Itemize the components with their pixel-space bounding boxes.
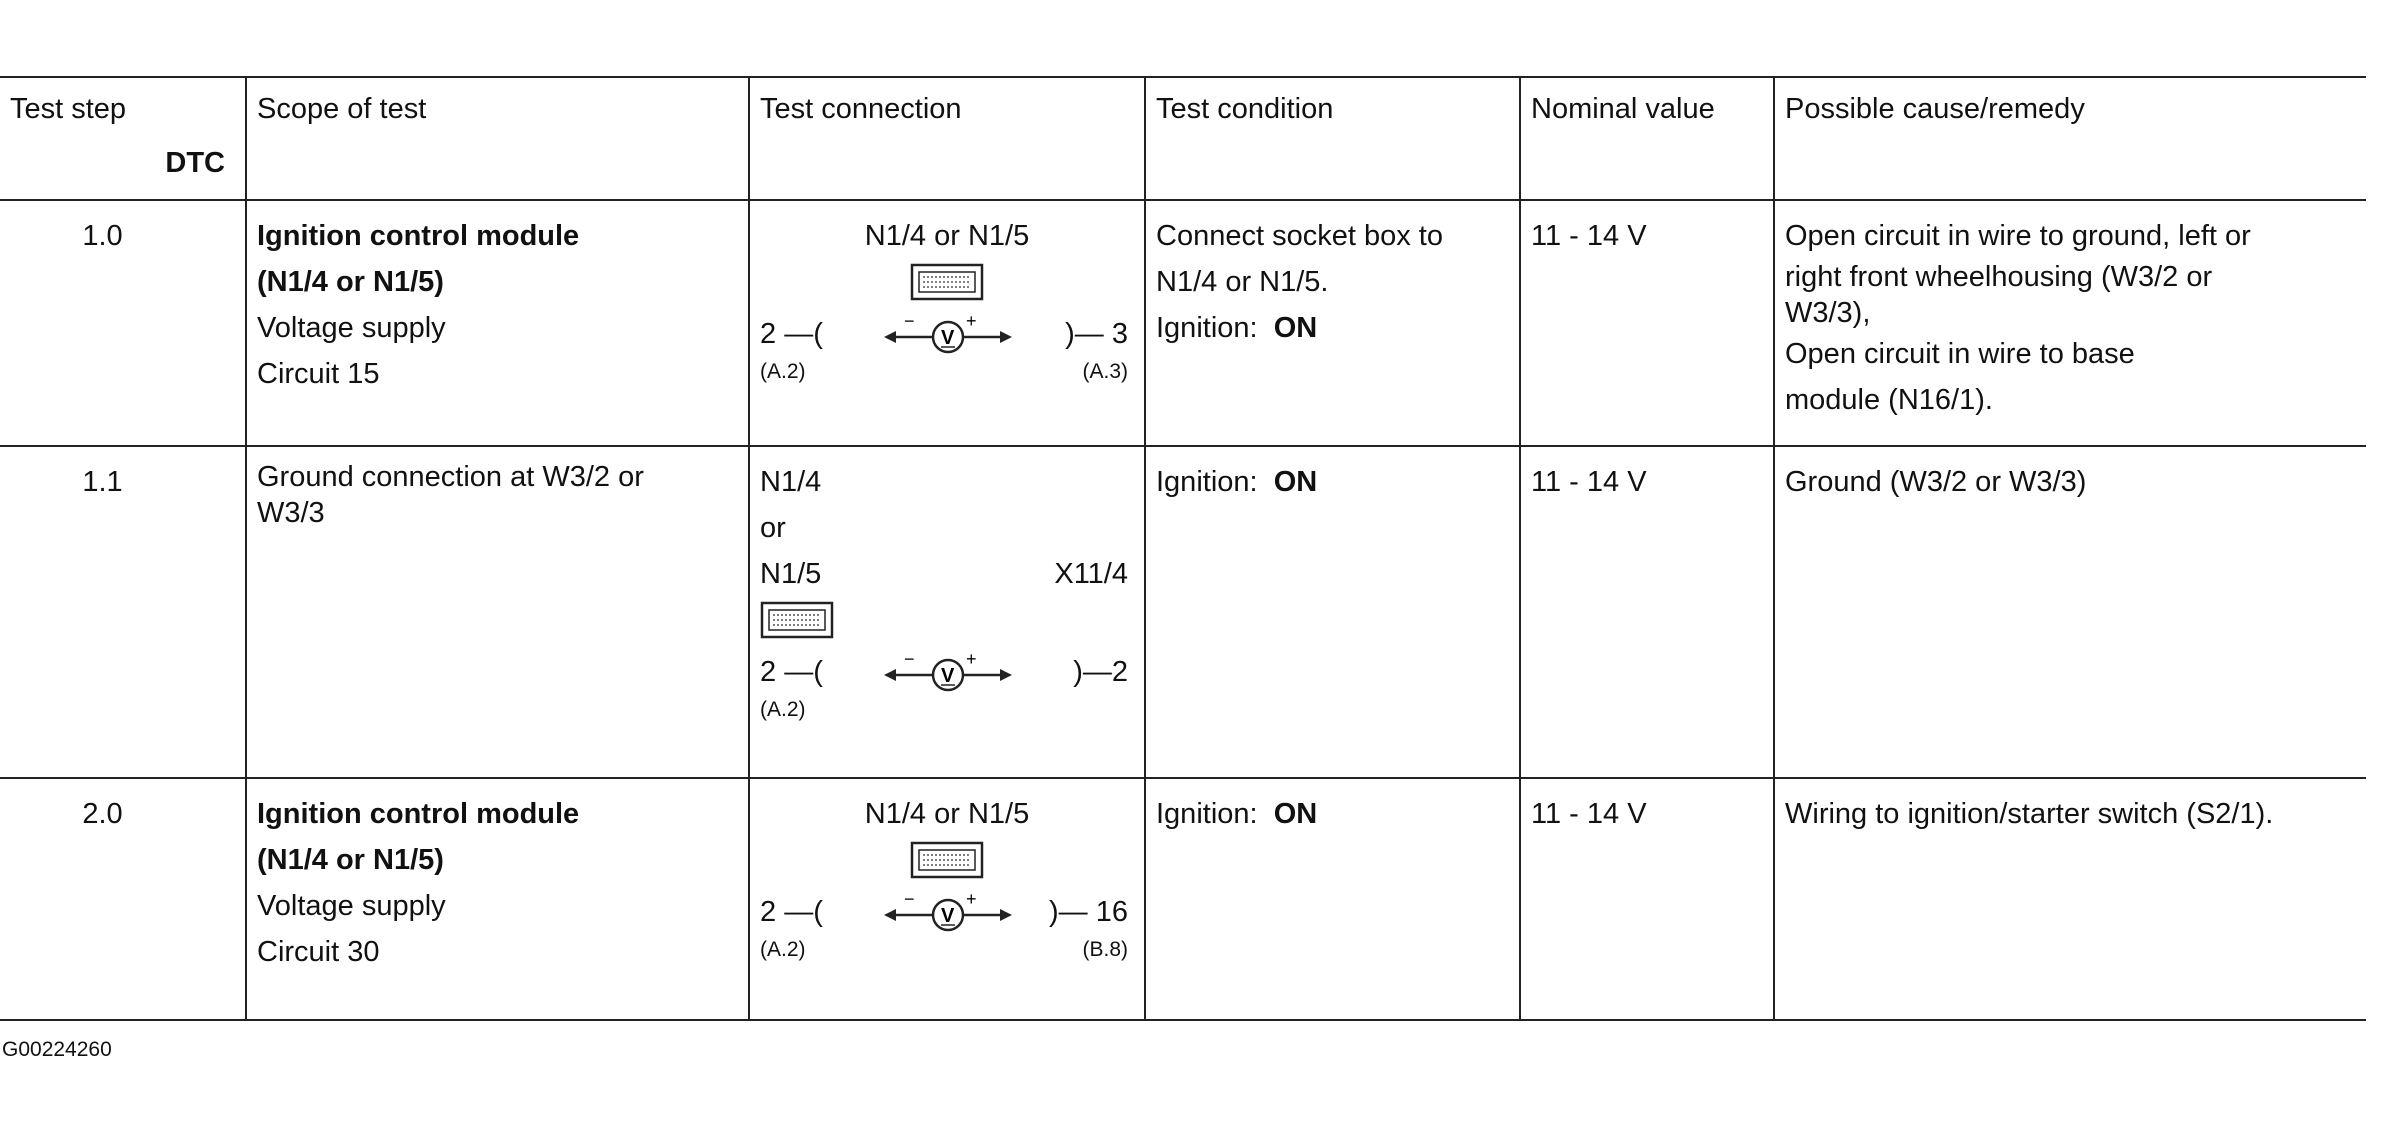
nominal-value: 11 - 14 V <box>1519 201 1773 445</box>
condition-value: ON <box>1273 312 1318 344</box>
condition-value: ON <box>1273 466 1318 498</box>
condition-cell <box>1144 447 1519 777</box>
header-connection: Test connection <box>748 78 1144 199</box>
svg-text:−: − <box>904 891 915 909</box>
remedy-line: Ground (W3/2 or W3/3) <box>1785 466 2087 498</box>
remedy-line: module (N16/1). <box>1785 384 1993 416</box>
probe-left-icon: ( <box>813 318 823 350</box>
table-row <box>0 201 2366 447</box>
remedy-line: Open circuit in wire to ground, left or <box>1785 220 2251 252</box>
scope-line: Circuit 15 <box>257 358 380 390</box>
nominal-value: 11 - 14 V <box>1519 779 1773 1019</box>
scope-bold-line: Ignition control module <box>257 220 580 252</box>
pin-labels <box>760 359 1134 387</box>
condition-ignition <box>1156 791 1509 837</box>
probe-left-icon: ( <box>813 656 823 688</box>
connection-cell <box>748 447 1144 777</box>
table-header-row <box>0 76 2366 201</box>
svg-text:+: + <box>966 651 977 669</box>
voltmeter-icon <box>882 313 1022 357</box>
pin-labels <box>760 937 1134 965</box>
remedy-line: Wiring to ignition/starter switch (S2/1). <box>1785 798 2274 830</box>
condition-cell <box>1144 779 1519 1019</box>
pin-left-group: 2 —( <box>760 318 823 350</box>
pin-left-number: 2 <box>760 318 777 350</box>
voltmeter-icon <box>882 651 1022 695</box>
socket-box-icon <box>910 841 984 879</box>
pin-left-group: 2 —( <box>760 896 823 928</box>
table-row <box>0 779 2366 1021</box>
connection-cell <box>748 779 1144 1019</box>
probe-right-icon: ) <box>1073 656 1083 688</box>
pin-right-number: 2 <box>1111 656 1128 688</box>
connection-line: N1/4 <box>760 466 822 498</box>
probe-right-icon: ) <box>1049 896 1059 928</box>
table-row <box>0 447 2366 779</box>
header-nominal: Nominal value <box>1519 78 1773 199</box>
svg-text:V: V <box>941 665 955 687</box>
header-dtc-label: DTC <box>165 147 225 179</box>
scope-cell <box>245 201 748 445</box>
svg-text:−: − <box>904 313 915 331</box>
header-condition: Test condition <box>1144 78 1519 199</box>
pin-right-group: )—2 <box>1073 656 1128 688</box>
connection-left: N1/5 <box>760 558 822 590</box>
remedy-line: right front wheelhousing (W3/2 or <box>1785 261 2213 293</box>
nominal-value: 11 - 14 V <box>1519 447 1773 777</box>
probe-right-icon: ) <box>1065 318 1075 350</box>
header-test-step <box>0 78 245 199</box>
pin-left-number: 2 <box>760 896 777 928</box>
step-number: 1.0 <box>82 220 123 252</box>
figure-code: G00224260 <box>2 1038 112 1061</box>
remedy-cell <box>1773 779 2366 1019</box>
scope-line: Voltage supply <box>257 312 446 344</box>
pin-right-label: (B.8) <box>1082 938 1128 961</box>
condition-ignition <box>1156 459 1509 505</box>
condition-ignition <box>1156 305 1509 351</box>
scope-bold-line: Ignition control module <box>257 798 580 830</box>
scope-cell <box>245 779 748 1019</box>
pin-left-group: 2 —( <box>760 656 823 688</box>
svg-text:V: V <box>941 905 955 927</box>
svg-text:V: V <box>941 327 955 349</box>
pin-right-number: 16 <box>1095 896 1128 928</box>
probe-left-icon: ( <box>813 896 823 928</box>
header-scope: Scope of test <box>245 78 748 199</box>
condition-line: Connect socket box to <box>1156 220 1443 252</box>
connection-title: N1/4 or N1/5 <box>864 220 1030 252</box>
diagnostic-test-table <box>0 76 2366 1021</box>
scope-line: Voltage supply <box>257 890 446 922</box>
connection-cell <box>748 201 1144 445</box>
connection-right: X11/4 <box>1054 558 1128 590</box>
condition-value: ON <box>1273 798 1318 830</box>
header-test-step-label: Test step <box>10 93 127 125</box>
probe-line <box>760 889 1134 937</box>
step-number: 1.1 <box>82 466 123 498</box>
pin-right-number: 3 <box>1111 318 1128 350</box>
condition-label: Ignition: <box>1156 466 1258 498</box>
svg-text:−: − <box>904 651 915 669</box>
connection-line: or <box>760 512 786 544</box>
scope-bold-line: (N1/4 or N1/5) <box>257 844 444 876</box>
svg-text:+: + <box>966 891 977 909</box>
condition-line: N1/4 or N1/5. <box>1156 266 1329 298</box>
probe-line <box>760 649 1134 697</box>
pin-left-number: 2 <box>760 656 777 688</box>
pin-right-label: (A.3) <box>1082 360 1128 383</box>
header-remedy: Possible cause/remedy <box>1773 78 2366 199</box>
remedy-line: Open circuit in wire to base <box>1785 338 2135 370</box>
pin-right-group: )— 3 <box>1065 318 1128 350</box>
condition-cell <box>1144 201 1519 445</box>
connection-line <box>760 551 1134 597</box>
remedy-line: W3/3), <box>1785 297 1871 329</box>
scope-line: Ground connection at W3/2 or <box>257 461 644 493</box>
voltmeter-icon <box>882 891 1022 935</box>
condition-label: Ignition: <box>1156 798 1258 830</box>
scope-line: W3/3 <box>257 497 325 529</box>
remedy-cell <box>1773 447 2366 777</box>
svg-text:+: + <box>966 313 977 331</box>
condition-label: Ignition: <box>1156 312 1258 344</box>
pin-left-label: (A.2) <box>760 698 806 721</box>
pin-left-label: (A.2) <box>760 938 806 961</box>
remedy-cell <box>1773 201 2366 445</box>
pin-left-label: (A.2) <box>760 360 806 383</box>
pin-right-group: )— 16 <box>1049 896 1128 928</box>
connection-title: N1/4 or N1/5 <box>864 798 1030 830</box>
probe-line <box>760 311 1134 359</box>
scope-bold-line: (N1/4 or N1/5) <box>257 266 444 298</box>
step-number: 2.0 <box>82 798 123 830</box>
socket-box-icon <box>910 263 984 301</box>
scope-cell <box>245 447 748 777</box>
pin-labels <box>760 697 1134 725</box>
scope-line: Circuit 30 <box>257 936 380 968</box>
socket-box-icon <box>760 601 834 639</box>
